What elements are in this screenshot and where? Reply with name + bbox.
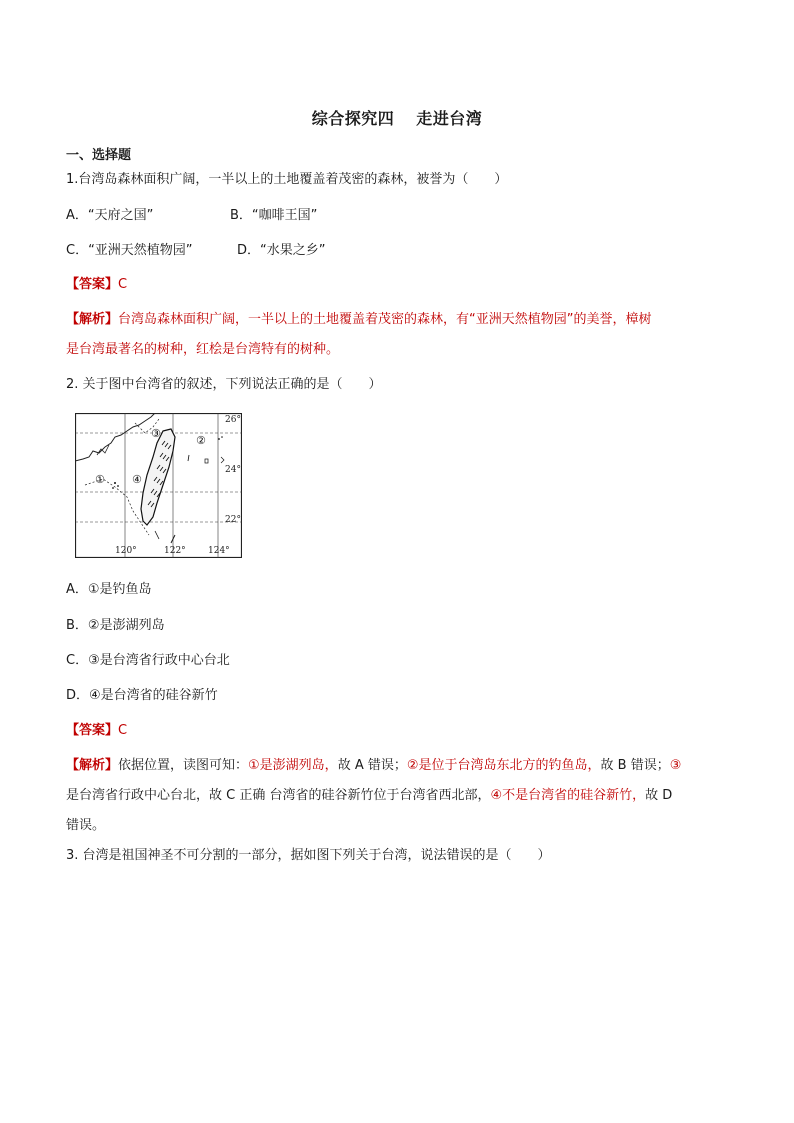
q1-option-c: C．“亚洲天然植物园”: [66, 243, 193, 258]
explanation-seg-5: 故 B 错误；: [600, 758, 670, 773]
taiwan-map-figure: [75, 413, 242, 558]
q1-option-b: B．“咖啡王国”: [230, 208, 318, 223]
explanation-seg-1: 依据位置，读图可知：: [118, 758, 249, 773]
lon-label-120: 120°: [115, 546, 137, 556]
explanation-seg-8: 台湾省的硅谷新竹位于台湾省西北部，: [265, 788, 491, 803]
answer-value: C: [118, 723, 128, 738]
answer-value: C: [118, 277, 128, 292]
explanation-text-2: 是台湾最著名的树种，红桧是台湾特有的树种。: [66, 342, 340, 357]
title-part-b: 走进台湾: [416, 109, 483, 128]
q1-explanation: [66, 305, 731, 365]
explanation-seg-9: ④不是台湾省的硅谷新竹，: [490, 788, 646, 803]
answer-label: 【答案】: [66, 277, 119, 292]
explanation-seg-7: 是台湾省行政中心台北，故 C 正确: [66, 788, 266, 803]
map-marker-4: ④: [132, 473, 142, 486]
map-marker-1: ①: [95, 473, 105, 486]
q2-stem: 2. 关于图中台湾省的叙述，下列说法正确的是（ ）: [66, 377, 382, 392]
q3-stem: 3. 台湾是祖国神圣不可分割的一部分，据如图下列关于台湾，说法错误的是（ ）: [66, 848, 551, 863]
explanation-seg-10: 故 D: [645, 788, 673, 803]
q1-option-a: A．“天府之国”: [66, 208, 154, 223]
q2-option-a: A．①是钓鱼岛: [66, 582, 152, 597]
q2-option-c: C．③是台湾省行政中心台北: [66, 653, 230, 668]
explanation-seg-2: ①是澎湖列岛，: [248, 758, 338, 773]
explanation-seg-4: ②是位于台湾岛东北方的钓鱼岛，: [406, 758, 601, 773]
lat-label-26: 26°: [225, 415, 241, 425]
q1-stem: 1.台湾岛森林面积广阔，一半以上的土地覆盖着茂密的森林，被誉为（ ）: [66, 172, 508, 187]
title-part-a: 综合探究四: [311, 109, 395, 128]
explanation-seg-3: 故 A 错误；: [337, 758, 407, 773]
explanation-label: 【解析】: [66, 312, 119, 327]
page-title: [0, 106, 794, 129]
map-marker-3: ③: [151, 427, 161, 440]
lat-label-22: 22°: [225, 515, 241, 525]
lon-label-122: 122°: [164, 546, 186, 556]
section-heading: 一、选择题: [66, 148, 132, 163]
lat-label-24: 24°: [225, 465, 241, 475]
q1-option-d: D．“水果之乡”: [237, 243, 326, 258]
q2-option-b: B．②是澎湖列岛: [66, 618, 165, 633]
q2-option-d: D．④是台湾省的硅谷新竹: [66, 688, 218, 703]
taiwan-map: [75, 413, 242, 558]
q2-explanation: [66, 751, 731, 841]
explanation-text-1: 台湾岛森林面积广阔，一半以上的土地覆盖着茂密的森林，有“亚洲天然植物园”的美誉，樟树: [118, 312, 652, 327]
q1-answer: [66, 276, 127, 294]
explanation-seg-6: ③: [669, 758, 682, 773]
map-marker-2: ②: [196, 434, 206, 447]
explanation-seg-11: 错误。: [66, 818, 106, 833]
explanation-label: 【解析】: [66, 758, 119, 773]
q2-answer: [66, 722, 127, 740]
answer-label: 【答案】: [66, 723, 119, 738]
lon-label-124: 124°: [208, 546, 230, 556]
